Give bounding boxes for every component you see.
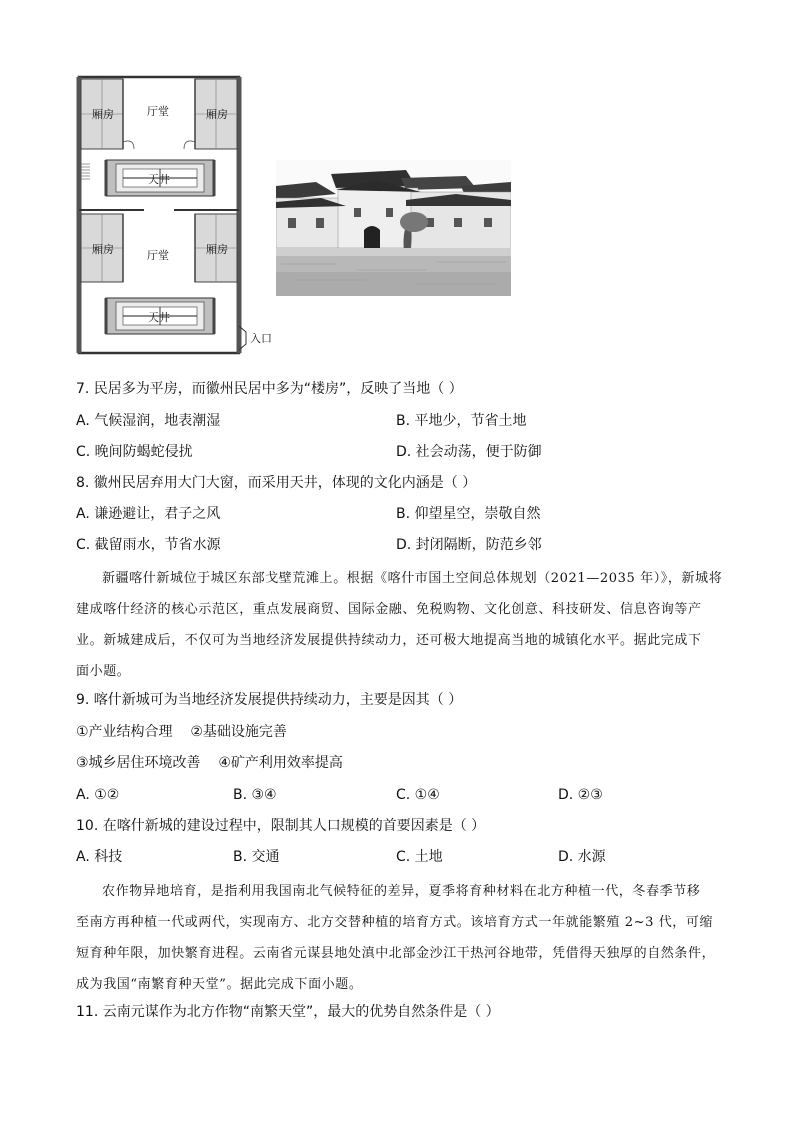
question-8-option-a[interactable]: A. 谦逊避让，君子之风 [76, 506, 221, 522]
question-7-option-d[interactable]: D. 社会动荡，便于防御 [396, 444, 542, 460]
question-9-option-b[interactable]: B. ③④ [233, 787, 277, 803]
question-8-stem: 8. 徽州民居弃用大门大窗，而采用天井，体现的文化内涵是（ ） [76, 475, 477, 491]
question-7-stem: 7. 民居多为平房，而徽州民居中多为“楼房”，反映了当地（ ） [76, 381, 463, 397]
question-9-stem: 9. 喀什新城可为当地经济发展提供持续动力，主要是因其（ ） [76, 692, 463, 708]
question-8-option-d[interactable]: D. 封闭隔断，防范乡邻 [396, 537, 542, 553]
question-10-option-a[interactable]: A. 科技 [76, 849, 123, 865]
passage-kashgar-line: 业。新城建成后，不仅可为当地经济发展提供持续动力，还可极大地提高当地的城镇化水平。据此完成下 [76, 633, 702, 648]
label-wing-room-top-left: 厢房 [92, 108, 114, 121]
passage-breeding-line: 短育种年限，加快繁育进程。云南省元谋县地处滇中北部金沙江干热河谷地带，凭借得天独厚的自然条件， [76, 946, 716, 961]
label-wing-room-bottom-left: 厢房 [92, 243, 114, 256]
question-10-option-d[interactable]: D. 水源 [558, 849, 606, 865]
passage-breeding-line: 农作物异地培育，是指利用我国南北气候特征的差异，夏季将育种材料在北方种植一代，冬春季节移 [102, 884, 701, 899]
photo-illustration [276, 160, 511, 296]
passage-breeding-line: 成为我国“南繁育种天堂”。据此完成下面小题。 [76, 977, 363, 992]
question-10-option-b[interactable]: B. 交通 [233, 849, 280, 865]
passage-kashgar-line: 新疆喀什新城位于城区东部戈壁荒滩上。根据《喀什市国土空间总体规划（2021—2035 年）》，新城将 [102, 571, 723, 586]
question-9-option-d[interactable]: D. ②③ [558, 787, 603, 803]
label-hall-bottom: 厅堂 [147, 249, 169, 262]
label-entrance: 入口 [250, 332, 272, 345]
question-9-option-c[interactable]: C. ①④ [396, 787, 440, 803]
passage-kashgar-line: 建成喀什经济的核心示范区，重点发展商贸、国际金融、免税购物、文化创意、科技研发、信息咨询等产 [76, 602, 702, 617]
question-7-option-c[interactable]: C. 晚间防蝎蛇侵扰 [76, 444, 193, 460]
passage-kashgar [76, 563, 726, 687]
label-hall-top: 厅堂 [147, 105, 169, 118]
question-10-option-c[interactable]: C. 土地 [396, 849, 443, 865]
question-9-option-a[interactable]: A. ①② [76, 787, 120, 803]
question-9-statements-1: ①产业结构合理 ②基础设施完善 [76, 724, 287, 740]
question-9-statements-2: ③城乡居住环境改善 ④矿产利用效率提高 [76, 755, 343, 771]
label-wing-room-bottom-right: 厢房 [206, 243, 228, 256]
question-8-option-c[interactable]: C. 截留雨水，节省水源 [76, 537, 221, 553]
passage-breeding-line: 至南方再种植一代或两代，实现南方、北方交替种植的培育方式。该培育方式一年就能繁殖 2~3 代，可缩 [76, 915, 714, 930]
huizhou-dwelling-photo [276, 160, 511, 296]
question-8-option-b[interactable]: B. 仰望星空，崇敬自然 [396, 506, 541, 522]
question-7-option-a[interactable]: A. 气候湿润，地表潮湿 [76, 413, 221, 429]
label-courtyard-bottom: 天井 [148, 311, 170, 324]
passage-kashgar-line: 面小题。 [76, 664, 131, 679]
question-10-stem: 10. 在喀什新城的建设过程中，限制其人口规模的首要因素是（ ） [76, 818, 486, 834]
passage-crop-breeding [76, 876, 726, 1000]
question-11-stem: 11. 云南元谋作为北方作物“南繁天堂”，最大的优势自然条件是（ ） [76, 1004, 500, 1020]
label-wing-room-top-right: 厢房 [206, 108, 228, 121]
label-courtyard-top: 天井 [148, 173, 170, 186]
question-7-option-b[interactable]: B. 平地少，节省土地 [396, 413, 527, 429]
courtyard-floor-plan [76, 74, 276, 358]
